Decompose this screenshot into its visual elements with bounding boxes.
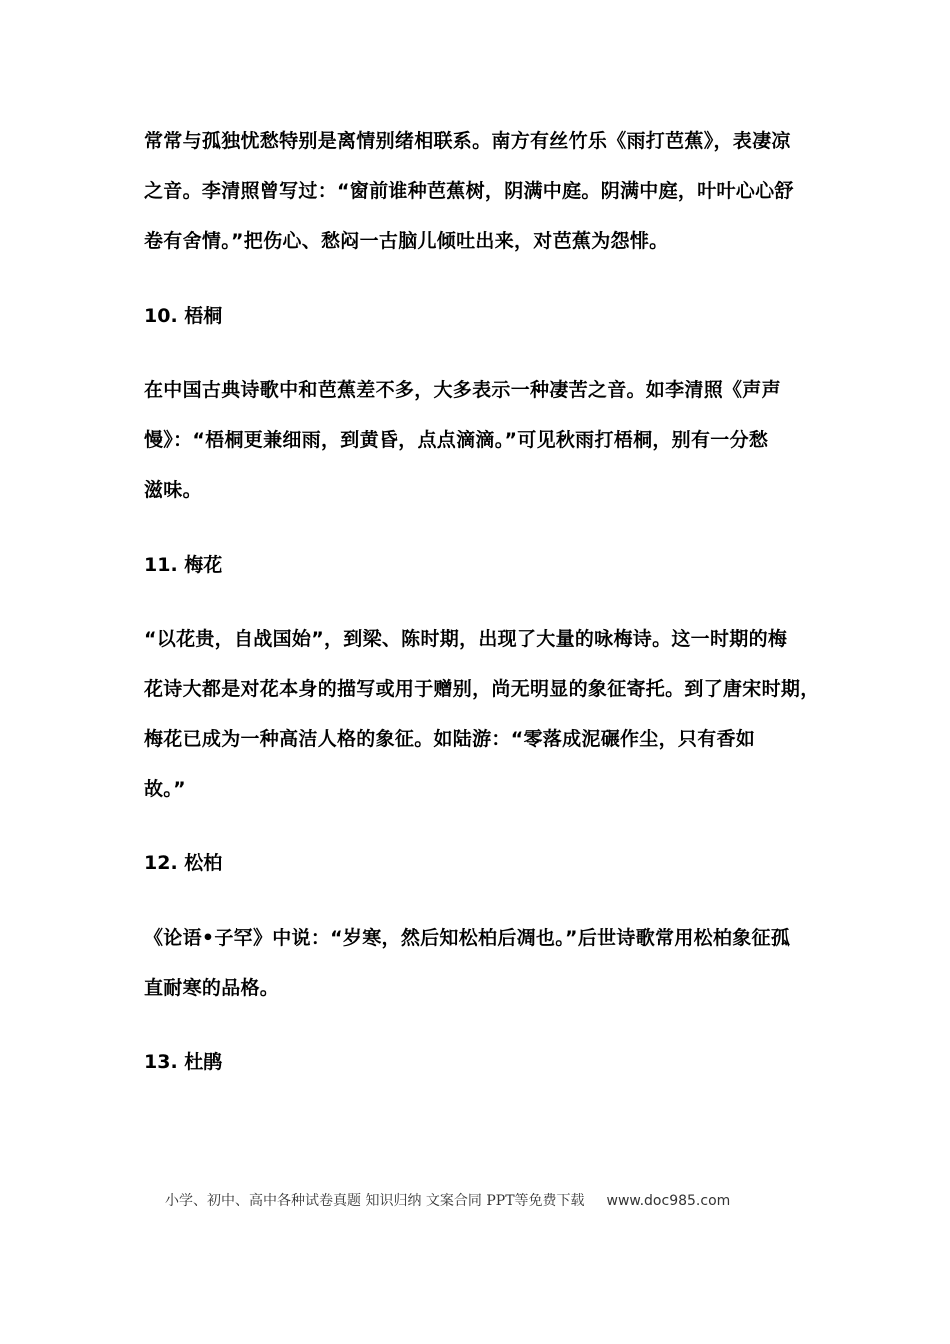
meihua-line-3: 梅花已成为一种高洁人格的象征。如陆游：“零落成泥碾作尘，只有香如 bbox=[144, 728, 756, 750]
section-heading-meihua: 11. 梅花 bbox=[144, 554, 223, 576]
intro-line-3: 卷有舍情。”把伤心、愁闷一古脑儿倾吐出来，对芭蕉为怨悱。 bbox=[144, 230, 669, 252]
wutong-line-3: 滋味。 bbox=[144, 479, 202, 501]
page-footer bbox=[165, 1190, 730, 1212]
section-heading-dujuan: 13. 杜鹃 bbox=[144, 1051, 223, 1073]
songbai-line-2: 直耐寒的品格。 bbox=[144, 977, 280, 999]
meihua-line-4: 故。” bbox=[144, 778, 186, 800]
intro-line-1: 常常与孤独忧愁特别是离情别绪相联系。南方有丝竹乐《雨打芭蕉》，表凄凉 bbox=[144, 130, 791, 152]
meihua-line-1: “以花贵，自战国始”，到梁、陈时期，出现了大量的咏梅诗。这一时期的梅 bbox=[144, 628, 788, 650]
meihua-line-2: 花诗大都是对花本身的描写或用于赠别，尚无明显的象征寄托。到了唐宋时期， bbox=[144, 678, 820, 700]
section-heading-songbai: 12. 松柏 bbox=[144, 852, 223, 874]
wutong-line-2: 慢》：“梧桐更兼细雨，到黄昏，点点滴滴。”可见秋雨打梧桐，别有一分愁 bbox=[144, 429, 769, 451]
songbai-line-1: 《论语•子罕》中说：“岁寒，然后知松柏后凋也。”后世诗歌常用松柏象征孤 bbox=[144, 927, 791, 949]
wutong-line-1: 在中国古典诗歌中和芭蕉差不多，大多表示一种凄苦之音。如李清照《声声 bbox=[144, 379, 781, 401]
footer-url[interactable]: www.doc985.com bbox=[606, 1193, 731, 1209]
section-heading-wutong: 10. 梧桐 bbox=[144, 305, 223, 327]
intro-line-2: 之音。李清照曾写过：“窗前谁种芭蕉树，阴满中庭。阴满中庭，叶叶心心舒 bbox=[144, 180, 794, 202]
footer-text: 小学、初中、高中各种试卷真题 知识归纳 文案合同 PPT等免费下载 bbox=[165, 1193, 585, 1209]
